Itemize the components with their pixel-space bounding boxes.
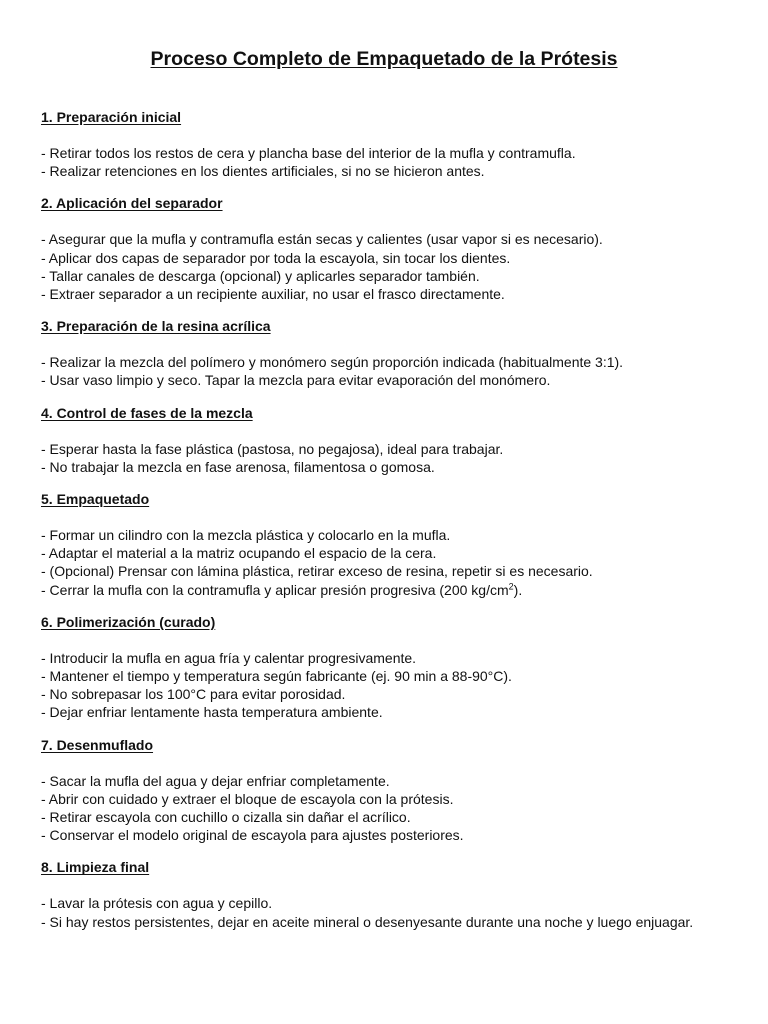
section-heading: 1. Preparación inicial [41,109,182,125]
bullet-line: - Mantener el tiempo y temperatura según fabricante (ej. 90 min a 88-90°C). [41,668,512,685]
superscript: 2 [508,580,514,591]
section-preparacion-resina [41,317,721,389]
bullet-line: - (Opcional) Prensar con lámina plástica, retirar exceso de resina, repetir si es necesario. [41,563,593,580]
section-preparacion-inicial [41,108,721,180]
section-control-fases [41,404,721,476]
bullet-line: - Tallar canales de descarga (opcional) y aplicarles separador también. [41,267,480,284]
bullet-line: - Sacar la mufla del agua y dejar enfriar completamente. [41,772,390,789]
bullet-line: - Aplicar dos capas de separador por toda la escayola, sin tocar los dientes. [41,249,511,266]
document-content [41,108,721,945]
bullet-line: - Extraer separador a un recipiente auxiliar, no usar el frasco directamente. [41,286,505,303]
section-aplicacion-separador [41,194,721,303]
bullet-line: - Si hay restos persistentes, dejar en aceite mineral o desenyesante durante una noche y luego enjuagar. [41,913,694,930]
section-heading: 5. Empaquetado [41,491,150,508]
section-heading: 4. Control de fases de la mezcla [41,404,253,421]
bullet-line: - Usar vaso limpio y seco. Tapar la mezcla para evitar evaporación del monómero. [41,372,551,389]
bullet-line [41,581,721,599]
bullet-line: - Realizar retenciones en los dientes artificiales, si no se hicieron antes. [41,163,485,180]
section-polimerizacion [41,613,721,722]
bullet-line: - Introducir la mufla en agua fría y calentar progresivamente. [41,649,417,666]
bullet-line: - Esperar hasta la fase plástica (pastosa, no pegajosa), ideal para trabajar. [41,440,504,457]
bullet-line: - Retirar todos los restos de cera y plancha base del interior de la mufla y contramufla. [41,145,576,161]
bullet-text-end: ). [513,581,523,598]
bullet-line: - Realizar la mezcla del polímero y monómero según proporción indicada (habitualmente 3:1). [41,354,624,371]
section-limpieza-final [41,858,721,930]
bullet-line: - Abrir con cuidado y extraer el bloque de escayola con la prótesis. [41,790,454,807]
section-heading: 7. Desenmuflado [41,736,154,753]
bullet-line: - Retirar escayola con cuchillo o cizalla sin dañar el acrílico. [41,809,411,826]
section-empaquetado [41,490,721,599]
section-heading: 3. Preparación de la resina acrílica [41,318,271,335]
bullet-text: - Cerrar la mufla con la contramufla y aplicar presión progresiva (200 kg/cm [41,581,509,598]
bullet-line: - Formar un cilindro con la mezcla plástica y colocarlo en la mufla. [41,527,451,544]
bullet-line: - Adaptar el material a la matriz ocupando el espacio de la cera. [41,545,437,562]
bullet-line: - Asegurar que la mufla y contramufla están secas y calientes (usar vapor si es necesario). [41,231,603,248]
section-heading: 6. Polimerización (curado) [41,613,216,630]
document-title: Proceso Completo de Empaquetado de la Prótesis [150,48,618,70]
bullet-line: - Conservar el modelo original de escayola para ajustes posteriores. [41,827,464,844]
section-heading: 2. Aplicación del separador [41,195,223,212]
bullet-line: - Lavar la prótesis con agua y cepillo. [41,895,273,912]
bullet-line: - Dejar enfriar lentamente hasta temperatura ambiente. [41,704,383,721]
bullet-line: - No trabajar la mezcla en fase arenosa, filamentosa o gomosa. [41,458,435,475]
section-heading: 8. Limpieza final [41,859,150,876]
bullet-line: - No sobrepasar los 100°C para evitar porosidad. [41,686,346,703]
section-desenmuflado [41,736,721,845]
